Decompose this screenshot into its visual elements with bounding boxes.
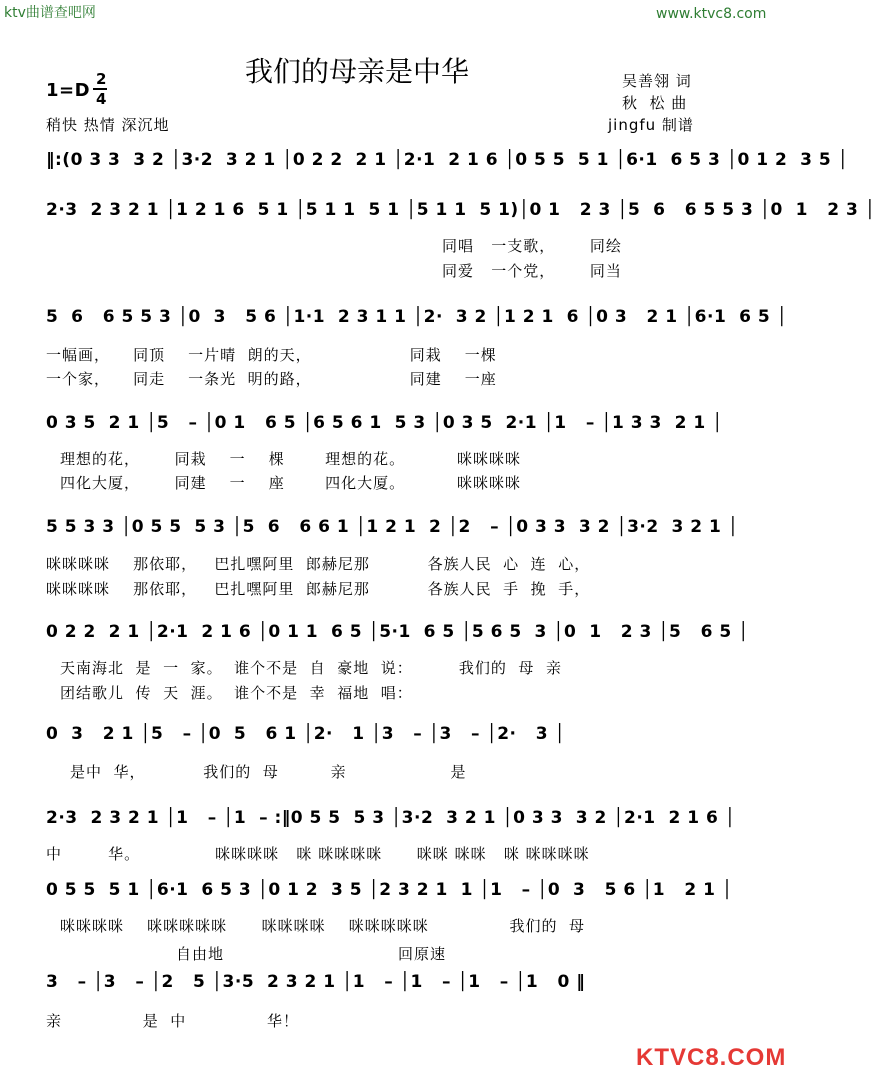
system-2-notes: 2·3 2 3 2 1 │1 2 1 6 5 1 │5 1 1 5 1 │5 1 1 5 1)│0 1 2 3 │5 6 6 5 5 3 │0 1 2 3 │ bbox=[46, 200, 875, 220]
system-4-notes: 0 3 5 2 1 │5 – │0 1 6 5 │6 5 6 1 5 3 │0 3 5 2·1 │1 – │1 3 3 2 1 │ bbox=[46, 413, 723, 433]
system-4-lyrics-2: 四化大厦， 同建 一 座 四化大厦。 咪咪咪咪 bbox=[60, 474, 522, 492]
tempo-a-tempo-mark: 回原速 bbox=[398, 945, 447, 963]
system-10-lyrics: 亲 是 中 华！ bbox=[46, 1012, 300, 1030]
system-5-lyrics-2: 咪咪咪咪 那依耶， 巴扎嘿阿里 郎赫尼那 各族人民 手 挽 手， bbox=[46, 580, 591, 598]
tempo-expression: 稍快 热情 深沉地 bbox=[46, 116, 170, 134]
system-4-lyrics-1: 理想的花， 同栽 一 棵 理想的花。 咪咪咪咪 bbox=[60, 450, 522, 468]
watermark-top-right: www.ktvc8.com bbox=[656, 6, 767, 22]
maker-credit: jingfu 制谱 bbox=[608, 116, 694, 134]
system-9-lyrics: 咪咪咪咪 咪咪咪咪咪 咪咪咪咪 咪咪咪咪咪 我们的 母 bbox=[60, 917, 586, 935]
system-6-lyrics-2: 团结歌儿 传 天 涯。 谁个不是 幸 福地 唱： bbox=[60, 684, 413, 702]
system-10-notes: 3 – │3 – │2 5 │3·5 2 3 2 1 │1 – │1 – │1 – │1 0 ‖ bbox=[46, 972, 586, 992]
system-2-lyrics-2: 同爱 一个党， 同当 bbox=[442, 262, 622, 280]
system-3-lyrics-1: 一幅画， 同顶 一片晴 朗的天， 同栽 一棵 bbox=[46, 346, 497, 364]
system-3-lyrics-2: 一个家， 同走 一条光 明的路， 同建 一座 bbox=[46, 370, 497, 388]
key-signature: 1=D bbox=[46, 80, 91, 101]
system-5-lyrics-1: 咪咪咪咪 那依耶， 巴扎嘿阿里 郎赫尼那 各族人民 心 连 心， bbox=[46, 555, 591, 573]
tempo-free-mark: 自由地 bbox=[176, 945, 225, 963]
song-title: 我们的母亲是中华 bbox=[245, 55, 470, 88]
system-2-lyrics-1: 同唱 一支歌， 同绘 bbox=[442, 237, 622, 255]
system-7-notes: 0 3 2 1 │5 – │0 5 6 1 │2· 1 │3 – │3 – │2· 3 │ bbox=[46, 724, 566, 744]
system-6-lyrics-1: 天南海北 是 一 家。 谁个不是 自 豪地 说： 我们的 母 亲 bbox=[60, 659, 562, 677]
watermark-top-left: ktv曲谱查吧网 bbox=[4, 5, 96, 21]
system-7-lyrics: 是中 华， 我们的 母 亲 是 bbox=[70, 763, 467, 781]
system-9-notes: 0 5 5 5 1 │6·1 6 5 3 │0 1 2 3 5 │2 3 2 1 1 │1 – │0 3 5 6 │1 2 1 │ bbox=[46, 880, 733, 900]
system-5-notes: 5 5 3 3 │0 5 5 5 3 │5 6 6 6 1 │1 2 1 2 │2 – │0 3 3 3 2 │3·2 3 2 1 │ bbox=[46, 517, 739, 537]
system-3-notes: 5 6 6 5 5 3 │0 3 5 6 │1·1 2 3 1 1 │2· 3 2 │1 2 1 6 │0 3 2 1 │6·1 6 5 │ bbox=[46, 307, 788, 327]
system-8-lyrics: 中 华。 咪咪咪咪 咪 咪咪咪咪 咪咪 咪咪 咪 咪咪咪咪 bbox=[46, 845, 590, 863]
system-6-notes: 0 2 2 2 1 │2·1 2 1 6 │0 1 1 6 5 │5·1 6 5 │5 6 5 3 │0 1 2 3 │5 6 5 │ bbox=[46, 622, 749, 642]
system-8-notes: 2·3 2 3 2 1 │1 – │1 – :‖0 5 5 5 3 │3·2 3 2 1 │0 3 3 3 2 │2·1 2 1 6 │ bbox=[46, 808, 736, 828]
composer-credit: 秋 松 曲 bbox=[622, 94, 688, 112]
system-1-notes: ‖:(0 3 3 3 2 │3·2 3 2 1 │0 2 2 2 1 │2·1 2 1 6 │0 5 5 5 1 │6·1 6 5 3 │0 1 2 3 5 │ bbox=[46, 150, 849, 170]
lyricist-credit: 吴善翎 词 bbox=[622, 72, 692, 90]
watermark-bottom-logo: KTVC8.COM bbox=[636, 1044, 787, 1071]
time-sig-top: 2 bbox=[96, 70, 107, 88]
time-sig-bottom: 4 bbox=[96, 90, 107, 108]
